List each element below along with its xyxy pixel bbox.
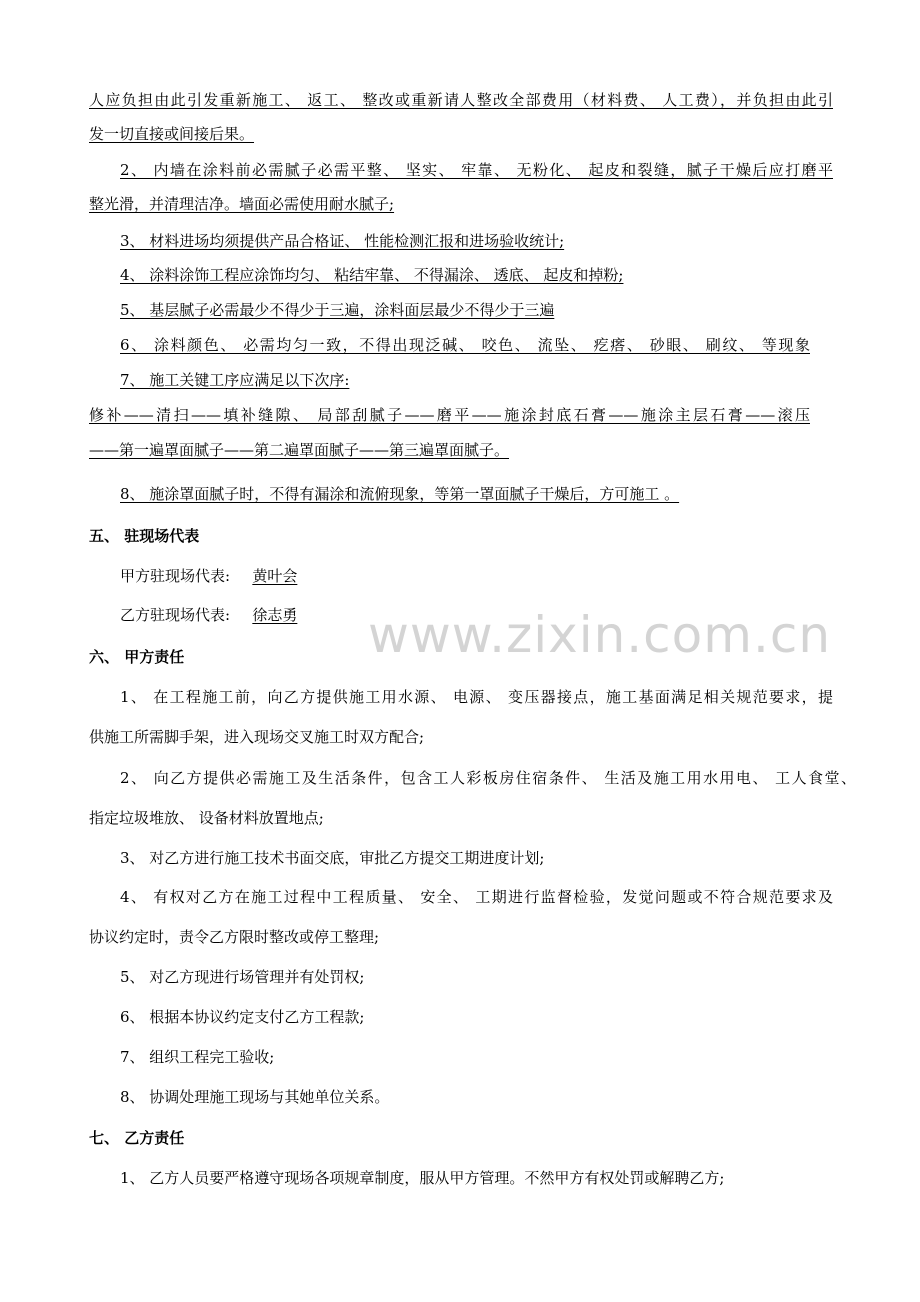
paragraph-continuation-line: 人应负担由此引发重新施工、 返工、 整改或重新请人整改全部费用（材料费、 人工费），并负担由此引: [89, 91, 833, 109]
list-item-continuation: 整光滑，并清理洁净。墙面必需使用耐水腻子;: [89, 195, 395, 213]
list-item: 4、 涂料涂饰工程应涂饰均匀、 粘结牢靠、 不得漏涂、 透底、 起皮和掉粉;: [120, 266, 624, 284]
section-heading: 六、 甲方责任: [89, 648, 185, 666]
list-item: 6、 涂料颜色、 必需均匀一致，不得出现泛碱、 咬色、 流坠、 疙瘩、 砂眼、 刷纹、 等现象: [120, 336, 810, 354]
list-item: 8、 协调处理施工现场与其她单位关系。: [120, 1088, 390, 1106]
representative-line-party-b: [120, 605, 315, 625]
list-item: 7、 施工关键工序应满足以下次序:: [120, 371, 350, 389]
representative-name: 黄叶会: [252, 567, 298, 585]
list-item: 1、 乙方人员要严格遵守现场各项规章制度，服从甲方管理。不然甲方有权处罚或解聘乙方;: [120, 1169, 725, 1187]
list-item: 2、 向乙方提供必需施工及生活条件，包含工人彩板房住宿条件、 生活及施工用水用电、 工人食堂、: [120, 769, 856, 787]
representative-label: 甲方驻现场代表:: [120, 567, 231, 585]
list-item: 2、 内墙在涂料前必需腻子必需平整、 坚实、 牢靠、 无粉化、 起皮和裂缝，腻子干燥后应打磨平: [120, 161, 833, 179]
list-item: 7、 组织工程完工验收;: [120, 1048, 275, 1066]
process-sequence-line: ——第一遍罩面腻子——第二遍罩面腻子——第三遍罩面腻子。: [89, 441, 510, 459]
list-item: 1、 在工程施工前，向乙方提供施工用水源、 电源、 变压器接点，施工基面满足相关规范要求，提: [120, 688, 833, 706]
list-item: 5、 对乙方现进行场管理并有处罚权;: [120, 968, 365, 986]
list-item-continuation: 指定垃圾堆放、 设备材料放置地点;: [89, 809, 324, 827]
representative-label: 乙方驻现场代表:: [120, 606, 231, 624]
process-sequence-line: 修补——清扫——填补缝隙、 局部刮腻子——磨平——施涂封底石膏——施涂主层石膏——滚压: [89, 406, 810, 424]
section-heading: 五、 驻现场代表: [89, 527, 200, 545]
paragraph-continuation-line: 发一切直接或间接后果。: [89, 125, 255, 143]
list-item-continuation: 供施工所需脚手架，进入现场交叉施工时双方配合;: [89, 728, 425, 746]
list-item: 8、 施涂罩面腻子时，不得有漏涂和流俯现象，等第一罩面腻子干燥后，方可施工 。: [120, 485, 680, 503]
representative-name: 徐志勇: [252, 606, 298, 624]
list-item: 5、 基层腻子必需最少不得少于三遍，涂料面层最少不得少于三遍: [120, 301, 555, 319]
section-heading: 七、 乙方责任: [89, 1129, 185, 1147]
list-item: 3、 对乙方进行施工技术书面交底，审批乙方提交工期进度计划;: [120, 849, 545, 867]
list-item: 6、 根据本协议约定支付乙方工程款;: [120, 1008, 365, 1026]
list-item: 4、 有权对乙方在施工过程中工程质量、 安全、 工期进行监督检验，发觉问题或不符合规范要求及: [120, 888, 833, 906]
list-item: 3、 材料进场均须提供产品合格证、 性能检测汇报和进场验收统计;: [120, 232, 565, 250]
watermark: www.zixin.com.cn: [368, 606, 832, 664]
list-item-continuation: 协议约定时，责令乙方限时整改或停工整理;: [89, 928, 380, 946]
representative-line-party-a: [120, 566, 315, 586]
